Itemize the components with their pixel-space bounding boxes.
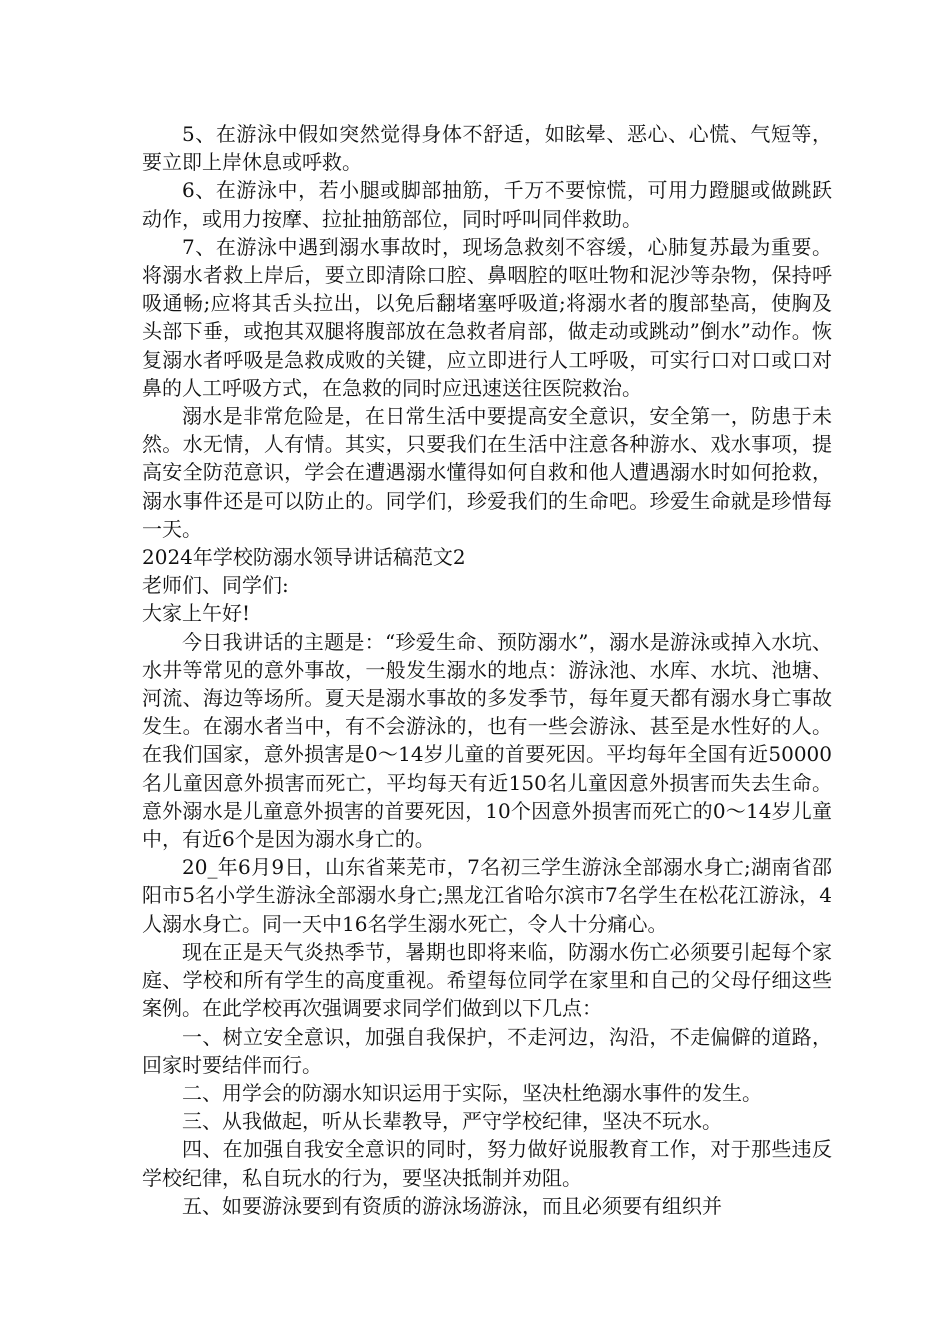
paragraph-conclusion: 溺水是非常危险是，在日常生活中要提高安全意识，安全第一，防患于未然。水无情，人有情。其实，只要我们在生活中注意各种游水、戏水事项，提高安全防范意识，学会在遭遇溺水懂得如何自救和他人遭遇溺水时如何抢救，溺水事件还是可以防止的。同学们，珍爱我们的生命吧。珍爱生命就是珍惜每一天。: [142, 404, 832, 541]
greeting: 大家上午好!: [142, 601, 251, 626]
rule-item-1: 一、树立安全意识，加强自我保护，不走河边，沟沿，不走偏僻的道路，回家时要结伴而行。: [142, 1024, 832, 1077]
rule-item-4: 四、在加强自我安全意识的同时，努力做好说服教育工作，对于那些违反学校纪律，私自玩水的行为，要坚决抵制并劝阻。: [142, 1137, 832, 1190]
document-body: [142, 120, 832, 1220]
rule-item-2: 二、用学会的防溺水知识运用于实际，坚决杜绝溺水事件的发生。: [182, 1080, 762, 1105]
rule-item-3: 三、从我做起，听从长辈教导，严守学校纪律，坚决不玩水。: [182, 1109, 722, 1134]
paragraph-theme: 今日我讲话的主题是：“珍爱生命、预防溺水”，溺水是游泳或掉入水坑、水井等常见的意外事故，一般发生溺水的地点：游泳池、水库、水坑、池塘、河流、海边等场所。夏天是溺水事故的多发季节，每年夏天都有溺水身亡事故发生。在溺水者当中，有不会游泳的，也有一些会游泳、甚至是水性好的人。 在我们国家，意外损害是0～14岁儿童的首要死因。平均每年全国有近50000名儿童因意外损害而死亡，平均每天有近150名儿童因意外损害而失去生命。意外溺水是儿童意外损害的首要死因，10个因意外损害而死亡的0～14岁儿童中，有近6个是因为溺水身亡的。: [142, 629, 832, 852]
paragraph-item-5: 5、在游泳中假如突然觉得身体不舒适，如眩晕、恶心、心慌、气短等，要立即上岸休息或呼救。: [142, 122, 832, 175]
paragraph-season: 现在正是天气炎热季节，暑期也即将来临，防溺水伤亡必须要引起每个家庭、学校和所有学生的高度重视。希望每位同学在家里和自己的父母仔细这些案例。在此学校再次强调要求同学们做到以下几点：: [142, 939, 832, 1021]
paragraph-item-6: 6、在游泳中，若小腿或脚部抽筋，千万不要惊慌，可用力蹬腿或做跳跃动作，或用力按摩、拉扯抽筋部位，同时呼叫同伴救助。: [142, 178, 832, 231]
paragraph-item-7: 7、在游泳中遇到溺水事故时，现场急救刻不容缓，心肺复苏最为重要。将溺水者救上岸后，要立即清除口腔、鼻咽腔的呕吐物和泥沙等杂物，保持呼吸通畅;应将其舌头拉出，以免后翻堵塞呼吸道;将溺水者的腹部垫高，使胸及头部下垂，或抱其双腿将腹部放在急救者肩部，做走动或跳动”倒水”动作。恢复溺水者呼吸是急救成败的关键，应立即进行人工呼吸，可实行口对口或口对鼻的人工呼吸方式，在急救的同时应迅速送往医院救治。: [142, 234, 832, 400]
paragraph-incidents: 20_年6月9日，山东省莱芜市，7名初三学生游泳全部溺水身亡;湖南省邵阳市5名小学生游泳全部溺水身亡;黑龙江省哈尔滨市7名学生在松花江游泳，4人溺水身亡。同一天中16名学生溺水死亡，令人十分痛心。: [142, 855, 832, 936]
salutation: 老师们、同学们:: [142, 573, 289, 598]
rule-item-5: 五、如要游泳要到有资质的游泳场游泳，而且必须要有组织并: [182, 1193, 722, 1218]
section-title: 2024年学校防溺水领导讲话稿范文2: [142, 545, 466, 570]
